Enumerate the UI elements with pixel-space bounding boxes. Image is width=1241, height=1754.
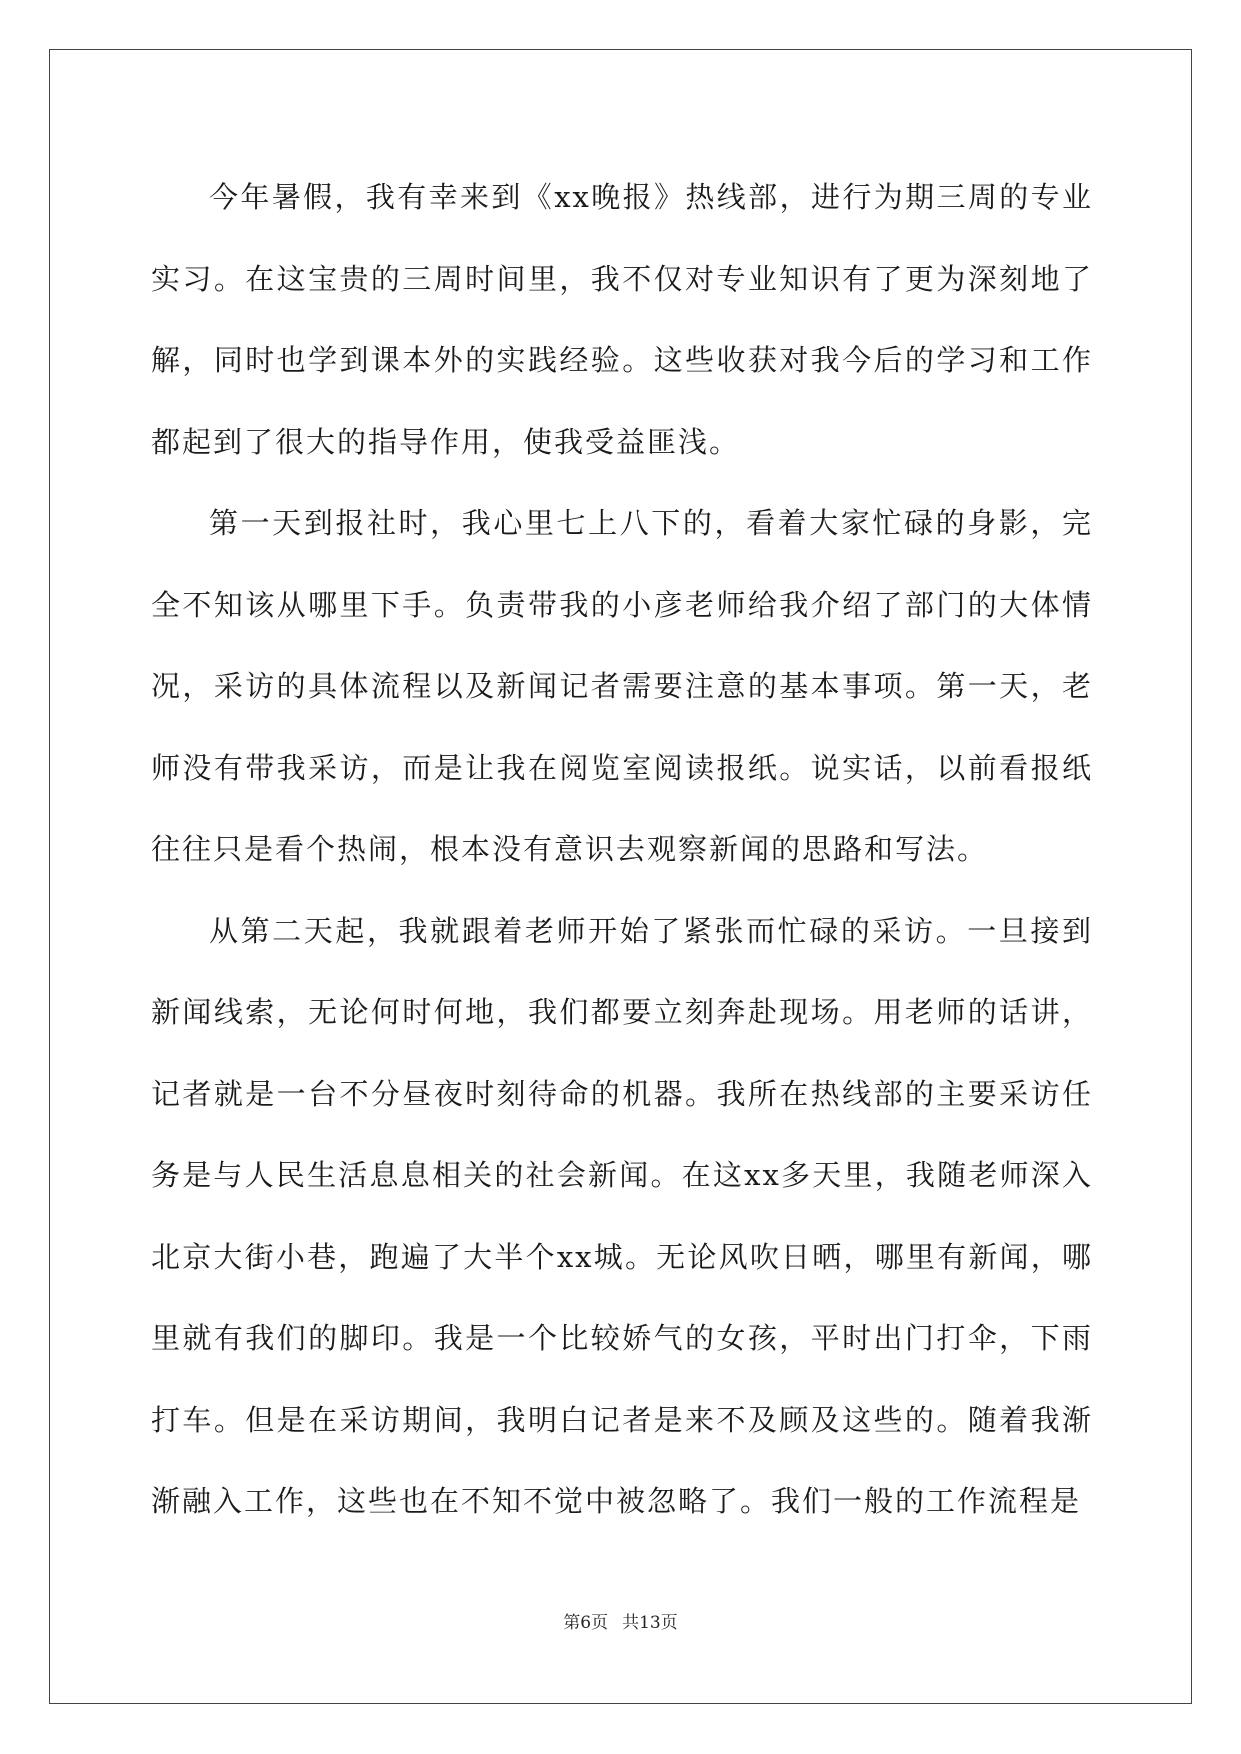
page-total: 共13页 [622, 1613, 678, 1633]
document-body [151, 157, 1093, 1543]
paragraph-2: 第一天到报社时，我心里七上八下的，看着大家忙碌的身影，完全不知该从哪里下手。负责带我的小彦老师给我介绍了部门的大体情况，采访的具体流程以及新闻记者需要注意的基本事项。第一天，老师没有带我采访，而是让我在阅览室阅读报纸。说实话，以前看报纸往往只是看个热闹，根本没有意识去观察新闻的思路和写法。 [151, 506, 1093, 866]
paragraph-3: 从第二天起，我就跟着老师开始了紧张而忙碌的采访。一旦接到新闻线索，无论何时何地，我们都要立刻奔赴现场。用老师的话讲，记者就是一台不分昼夜时刻待命的机器。我所在热线部的主要采访任务是与人民生活息息相关的社会新闻。在这xx多天里，我随老师深入北京大街小巷，跑遍了大半个xx城。无论风吹日晒，哪里有新闻，哪里就有我们的脚印。我是一个比较娇气的女孩，平时出门打伞，下雨打车。但是在采访期间，我明白记者是来不及顾及这些的。随着我渐渐融入工作，这些也在不知不觉中被忽略了。我们一般的工作流程是 [151, 913, 1093, 1518]
paragraph-1: 今年暑假，我有幸来到《xx晚报》热线部，进行为期三周的专业实习。在这宝贵的三周时间里，我不仅对专业知识有了更为深刻地了解，同时也学到课本外的实践经验。这些收获对我今后的学习和工作都起到了很大的指导作用，使我受益匪浅。 [151, 180, 1093, 459]
page-number: 第6页 [563, 1613, 609, 1633]
page-footer [0, 1612, 1241, 1634]
